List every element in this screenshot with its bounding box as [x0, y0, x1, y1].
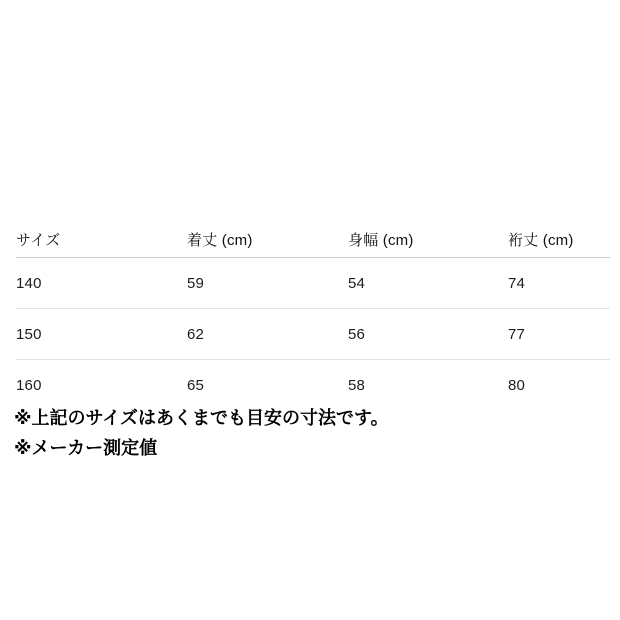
cell-size: 150 [16, 325, 42, 343]
header-size: サイズ [16, 232, 61, 249]
table-row [16, 258, 610, 309]
footnote-size-disclaimer: ※上記のサイズはあくまでも目安の寸法です。 [14, 408, 389, 428]
footnotes [14, 403, 610, 463]
cell-body-width: 56 [348, 325, 366, 343]
cell-body-length: 62 [187, 325, 205, 343]
cell-body-length: 59 [187, 274, 205, 292]
cell-body-length: 65 [187, 376, 205, 394]
size-chart-table [16, 222, 610, 410]
cell-body-width: 58 [348, 376, 366, 394]
cell-sleeve-length: 77 [508, 325, 526, 343]
cell-size: 140 [16, 274, 42, 292]
header-body-length: 着丈 (cm) [187, 232, 253, 249]
cell-body-width: 54 [348, 274, 366, 292]
footnote-maker-measured: ※メーカー測定値 [14, 438, 158, 458]
cell-sleeve-length: 80 [508, 376, 526, 394]
table-header-row [16, 222, 610, 258]
cell-size: 160 [16, 376, 42, 394]
table-row [16, 309, 610, 360]
header-sleeve-length: 裄丈 (cm) [508, 232, 574, 249]
header-body-width: 身幅 (cm) [348, 232, 414, 249]
cell-sleeve-length: 74 [508, 274, 526, 292]
